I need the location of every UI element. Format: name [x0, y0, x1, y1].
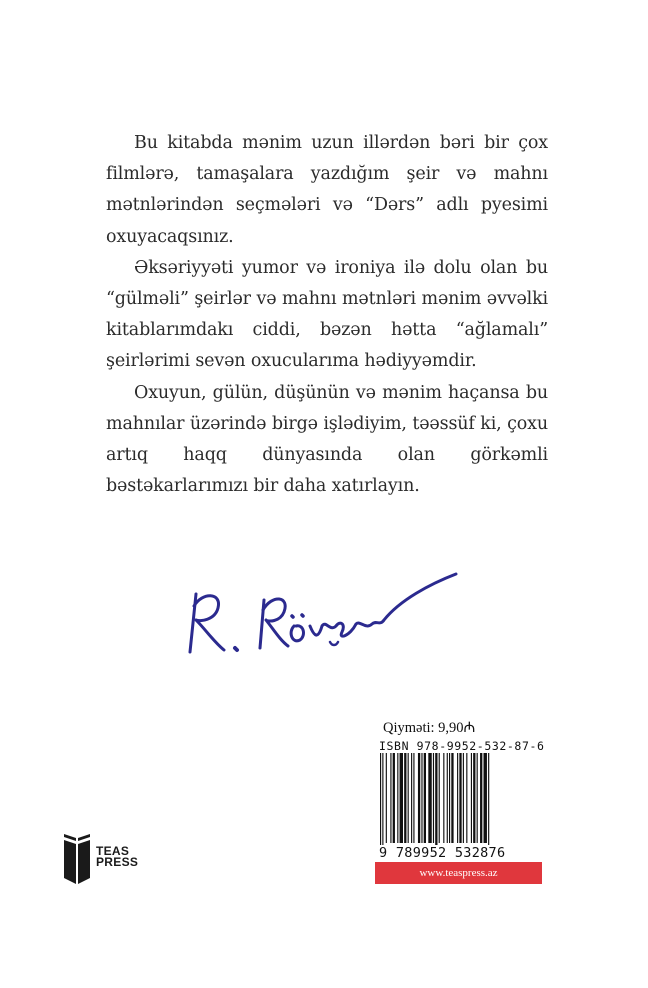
publisher-name-line1: TEAS — [96, 844, 130, 858]
author-signature — [180, 560, 460, 670]
barcode-bar — [484, 753, 487, 843]
barcode-bar — [473, 753, 475, 843]
barcode-bar — [471, 753, 472, 843]
barcode-bar — [433, 753, 434, 843]
barcode-bar — [480, 753, 482, 843]
barcode-bar — [488, 753, 489, 849]
barcode-bar — [424, 753, 426, 843]
barcode-bar — [463, 753, 464, 843]
barcode-bar — [418, 753, 420, 843]
book-icon — [64, 826, 90, 886]
isbn-text: ISBN 978-9952-532-87-6 — [379, 739, 545, 753]
back-cover-blurb — [106, 128, 548, 502]
barcode-bar — [428, 753, 431, 843]
barcode-bar — [408, 753, 409, 843]
barcode-bar — [413, 753, 414, 843]
barcode-digits: 9 789952 532876 — [379, 845, 541, 861]
barcode-bar — [421, 753, 422, 843]
barcode-bar — [393, 753, 395, 843]
price-label: Qiyməti: 9,90₼ — [383, 720, 476, 736]
barcode-bar — [390, 753, 391, 843]
barcode-bar — [439, 753, 440, 843]
barcode-bar — [443, 753, 444, 843]
barcode-bar — [449, 753, 450, 843]
barcode-bar — [404, 753, 406, 843]
barcode-bar — [380, 753, 381, 849]
barcode-bar — [382, 753, 383, 849]
barcode-bar — [447, 753, 448, 843]
blurb-paragraph-1: Bu kitabda mənim uzun illərdən bəri bir çox filmlərə, tamaşalara yazdığım şeir və mahnı mətnlərindən seçmələri və “Dərs” adlı pyesimi oxuyacaqsınız. — [106, 133, 548, 247]
blurb-paragraph-3: Oxuyun, gülün, düşünün və mənim haçansa bu mahnılar üzərində birgə işlədiyim, təəssüf ki, çoxu artıq haqq dünyasında olan görkəmli bəstəkarlarımızı bir daha xatırlayın. — [106, 382, 548, 497]
barcode-bar — [386, 753, 387, 843]
publisher-name-line2: PRESS — [96, 855, 139, 869]
barcode-bar — [435, 753, 437, 849]
barcode-bar — [397, 753, 398, 843]
publisher-logo — [64, 826, 154, 886]
barcode-bar — [477, 753, 478, 843]
publisher-name — [96, 846, 138, 868]
barcode-bar — [451, 753, 453, 843]
barcode-bar — [457, 753, 458, 843]
barcode-bar — [411, 753, 412, 843]
barcode-bar — [459, 753, 461, 843]
barcode — [377, 753, 539, 849]
barcode-bar — [466, 753, 467, 843]
publisher-website: www.teaspress.az — [375, 862, 542, 884]
barcode-bar — [400, 753, 403, 843]
blurb-paragraph-2: Əksəriyyəti yumor və ironiya ilə dolu olan bu “gülməli” şeirlər və mahnı mətnləri mənim əvvəlki kitablarımdakı ciddi, bəzən hətta “ağlamalı” şeirlərimi sevən oxucularıma hədiyyəmdir. — [106, 257, 548, 372]
